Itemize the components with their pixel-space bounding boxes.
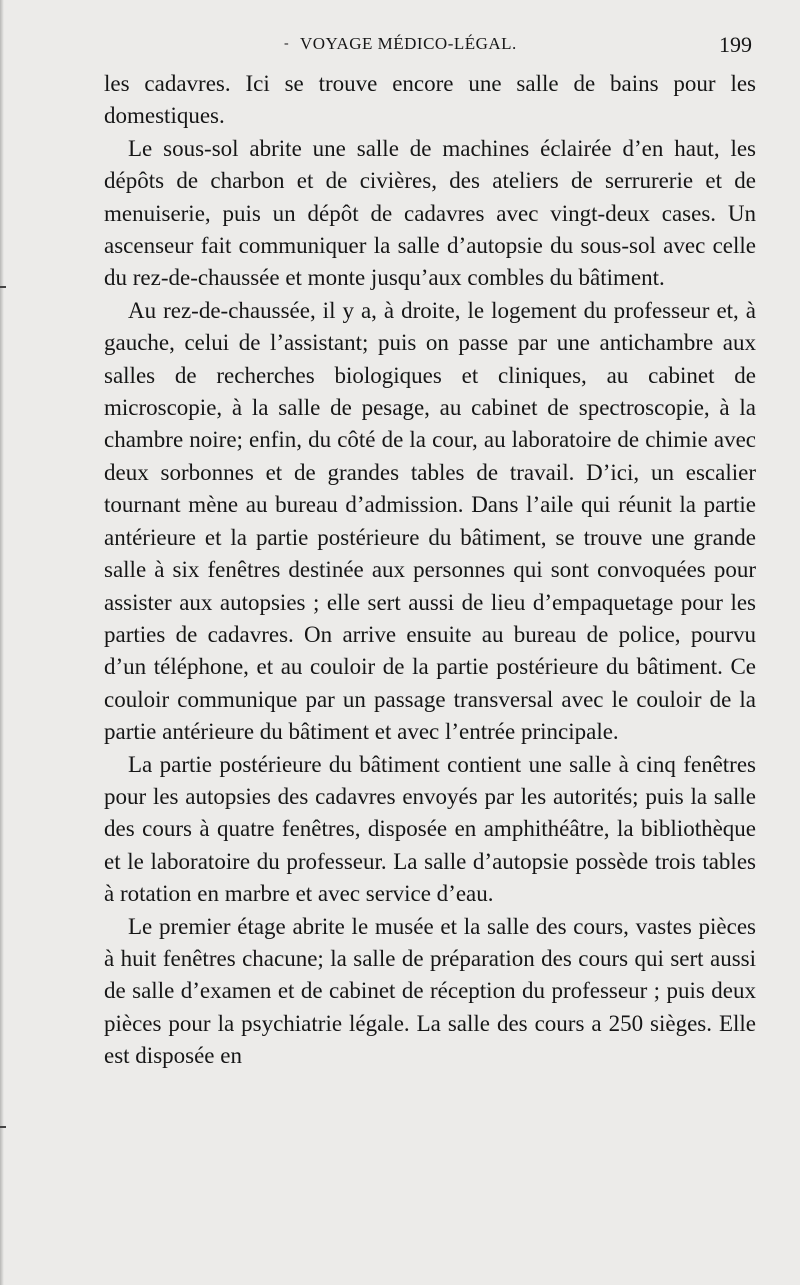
- body-text: [104, 68, 756, 1073]
- paragraph-2: Le sous-sol abrite une salle de machines éclairée d’en haut, les dépôts de charbon et de civières, des ateliers de serrurerie et de menuiserie, puis un dépôt de cadavres avec vingt-deux cases. Un ascenseur fait communiquer la salle d’autopsie du sous-sol avec celle du rez-de-chaussée et monte jusqu’aux combles du bâtiment.: [104, 135, 756, 291]
- paragraph-4: La partie postérieure du bâtiment contient une salle à cinq fenêtres pour les autopsies des cadavres envoyés par les autorités; puis la salle des cours à quatre fenêtres, disposée en amphithéâtre, la bibliothèque et le laboratoire du professeur. La salle d’autopsie possède trois tables à rotation en marbre et avec service d’eau.: [104, 751, 756, 907]
- margin-mark: [0, 286, 6, 288]
- page-header: [0, 32, 800, 62]
- page-number: 199: [719, 32, 752, 57]
- margin-mark: [0, 1126, 6, 1128]
- page-edge: [0, 0, 4, 1285]
- header-dash: -: [284, 36, 289, 51]
- paragraph-1: les cadavres. Ici se trouve encore une salle de bains pour les domestiques.: [104, 71, 756, 129]
- running-title: VOYAGE MÉDICO-LÉGAL.: [300, 34, 517, 53]
- paragraph-3: Au rez-de-chaussée, il y a, à droite, le logement du professeur et, à gauche, celui de l’assistant; puis on passe par une antichambre aux salles de recherches biologiques et cliniques, au cabinet de microscopie, à la salle de pesage, au cabinet de spectroscopie, à la chambre noire; enfin, du côté de la cour, au laboratoire de chimie avec deux sorbonnes et de grandes tables de travail. D’ici, un escalier tournant mène au bureau d’admission. Dans l’aile qui réunit la partie antérieure et la partie postérieure du bâtiment, se trouve une grande salle à six fenêtres destinée aux personnes qui sont convoquées pour assister aux autopsies ; elle sert aussi de lieu d’empaquetage pour les parties de cadavres. On arrive ensuite au bureau de police, pourvu d’un téléphone, et au couloir de la partie postérieure du bâtiment. Ce couloir communique par un passage transversal avec le couloir de la partie antérieure du bâtiment et avec l’entrée principale.: [104, 297, 756, 745]
- paragraph-5: Le premier étage abrite le musée et la salle des cours, vastes pièces à huit fenêtres chacune; la salle de préparation des cours qui sert aussi de salle d’examen et de cabinet de réception du professeur ; puis deux pièces pour la psychiatrie légale. La salle des cours a 250 sièges. Elle est disposée en: [104, 913, 756, 1069]
